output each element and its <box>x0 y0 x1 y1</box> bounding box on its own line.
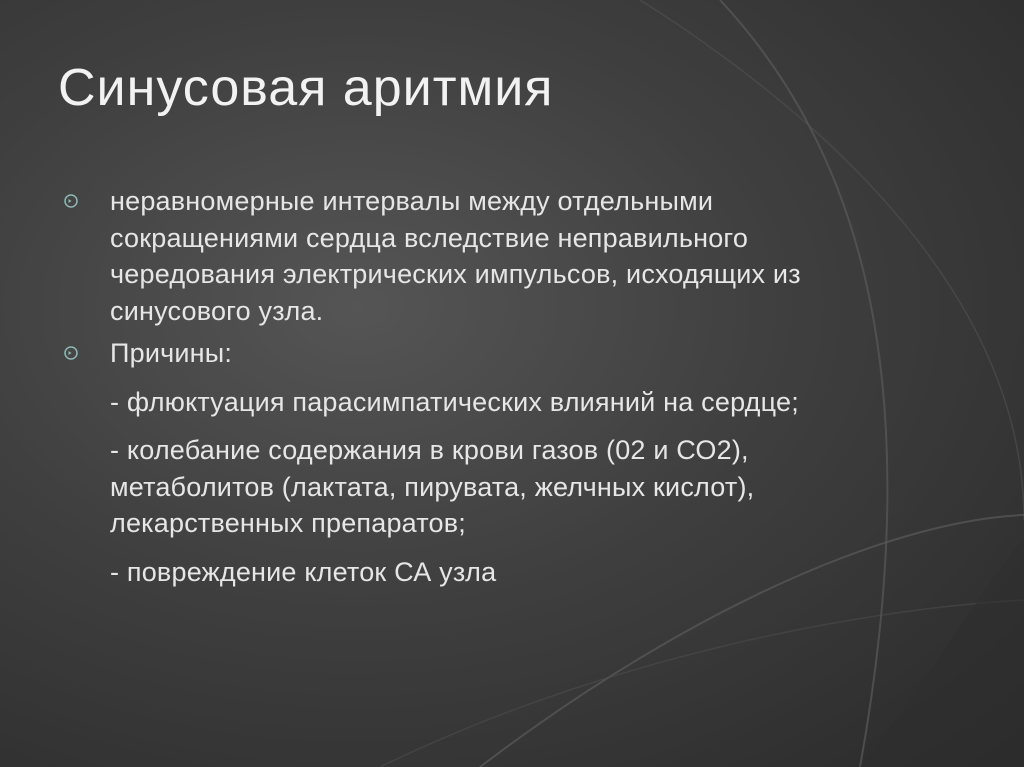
slide-content <box>64 183 864 590</box>
bullet-item <box>64 335 864 372</box>
circle-bullet-icon <box>64 346 78 360</box>
sub-item-text: - флюктуация парасимпатических влияний на сердце; <box>110 386 799 417</box>
bullet-item <box>64 183 864 329</box>
sub-item-blood-gases <box>64 432 864 542</box>
slide-title: Синусовая аритмия <box>58 59 554 117</box>
sub-item-fluctuation <box>64 384 864 421</box>
bullet-text-causes: Причины: <box>110 338 233 368</box>
sub-item-text: - повреждение клеток СА узла <box>110 556 497 587</box>
circle-bullet-icon <box>64 194 78 208</box>
bullet-text-intervals: неравномерные интервалы между отдельными сокращениями сердца вследствие неправильного чередования электрических импульсов, исходящих из синусового узла. <box>110 186 801 326</box>
sub-item-sa-node-damage <box>64 554 864 591</box>
sub-item-text: - колебание содержания в крови газов (02 и СО2), метаболитов (лактата, пирувата, желчных кислот), лекарственных препаратов; <box>110 435 755 538</box>
